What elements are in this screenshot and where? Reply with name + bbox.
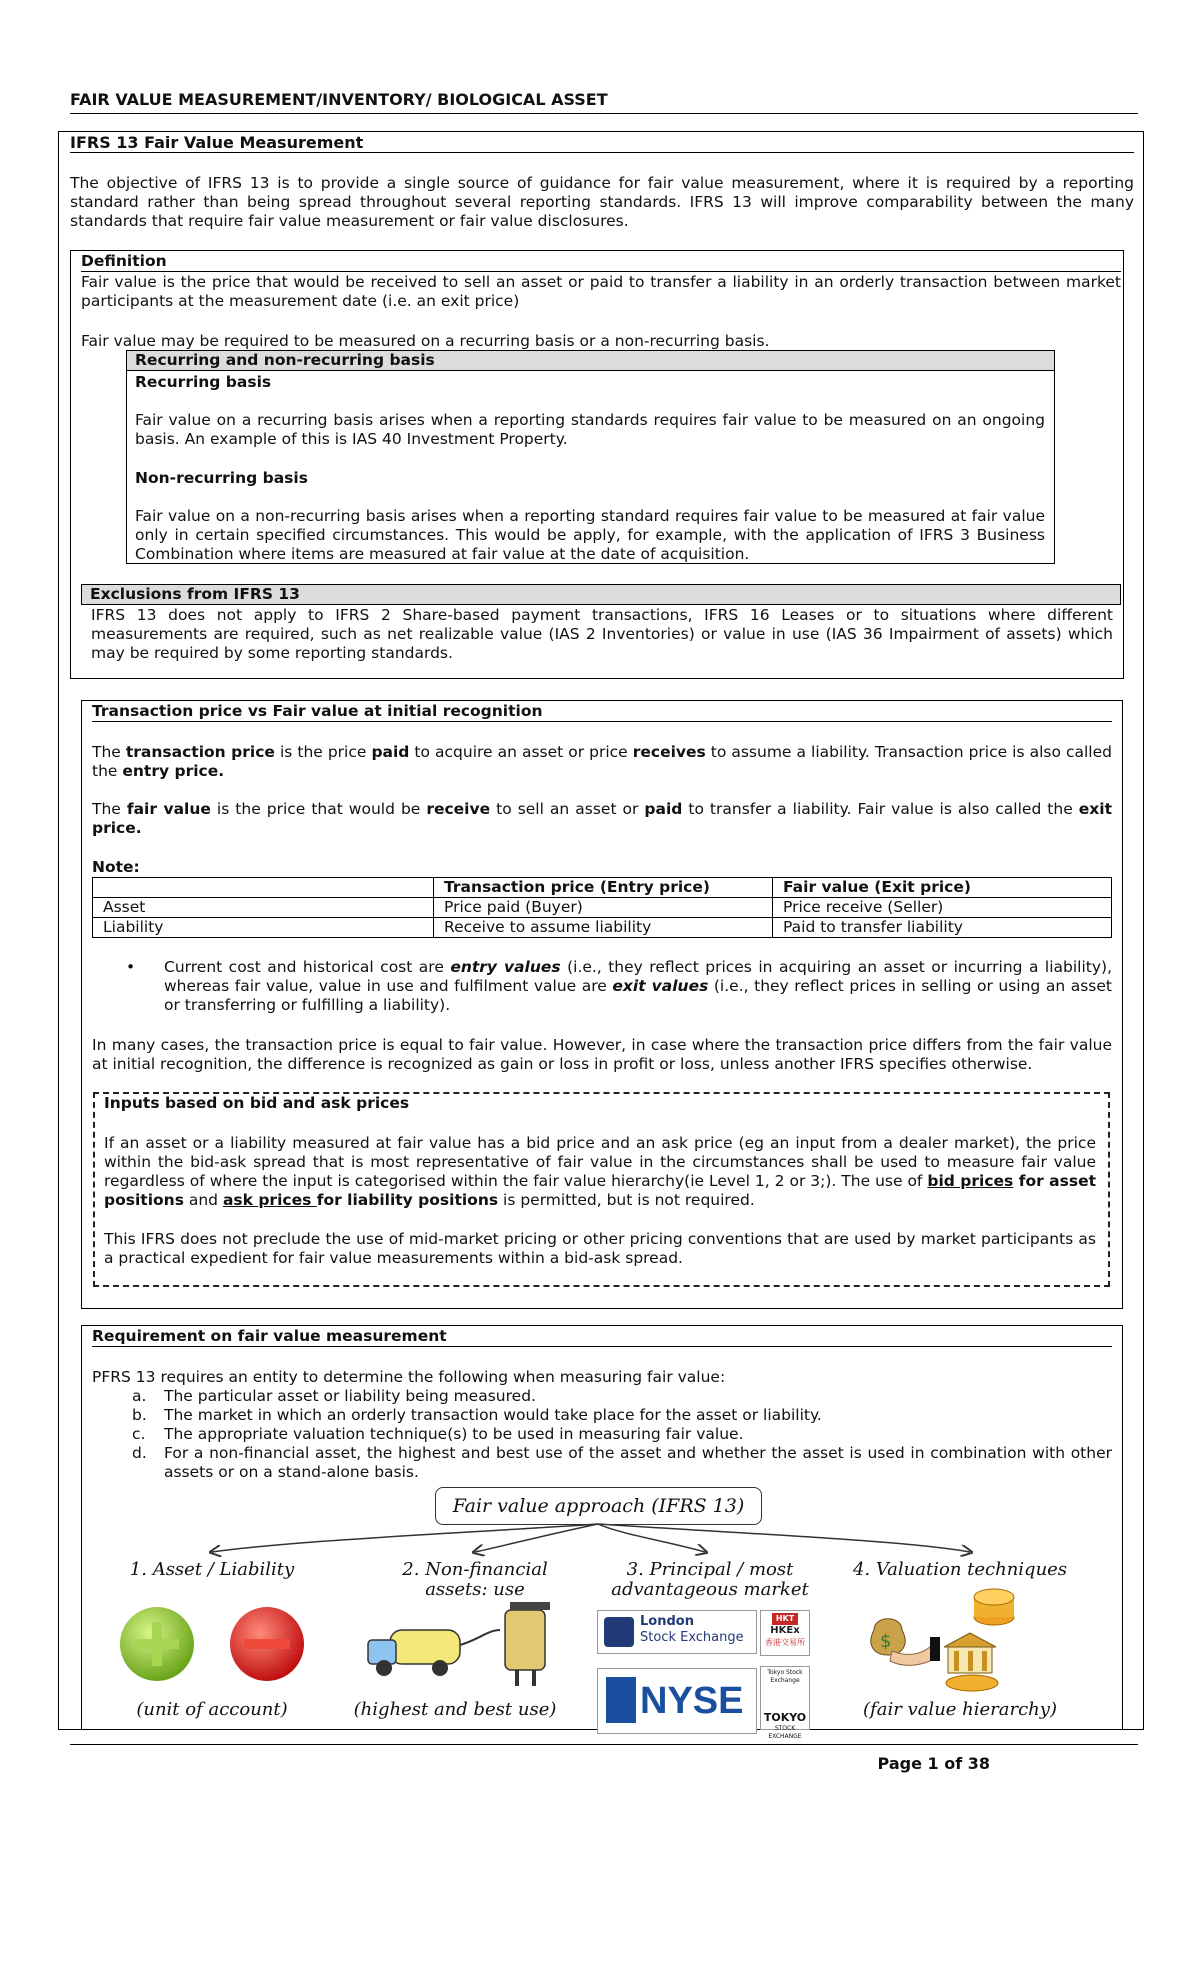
branch-3-label: 3. Principal / most [626, 1559, 794, 1580]
transaction-title: Transaction price vs Fair value at initial recognition [92, 702, 1112, 722]
branch-4-label: 4. Valuation techniques [852, 1559, 1068, 1580]
bullet-text: Current cost and historical cost are entry values (i.e., they reflect prices in acquiring an asset or incurring a liability), whereas fair value, value in use and fulfilment value are exit values (i.e., they reflect prices in selling or using an asset or transferring or fulfilling a liability). [164, 958, 1113, 1014]
recurring-box [126, 350, 1055, 564]
recurring-box-title: Recurring and non-recurring basis [127, 351, 1054, 371]
transaction-p1: The transaction price is the price paid to acquire an asset or price receives to assume a liability. Transaction price is also called the entry price. [92, 743, 1112, 780]
requirement-list [92, 1387, 1112, 1482]
table-cell: Price receive (Seller) [773, 898, 1112, 918]
valuation-icons [862, 1585, 1032, 1705]
diagram-arrows [150, 1522, 1050, 1562]
bidask-p2: This IFRS does not preclude the use of mid-market pricing or other pricing conventions that are used by market participants as a practical expedient for fair value measurements within a bid-ask spread. [104, 1230, 1096, 1267]
requirement-title: Requirement on fair value measurement [92, 1327, 1112, 1347]
ifrs13-intro: The objective of IFRS 13 is to provide a single source of guidance for fair value measurement, where it is required by a reporting standard rather than being spread throughout several reporting standards. IFRS 13 will improve comparability between the many standards that require fair value measurement or fair value disclosures. [70, 174, 1134, 230]
exclusions-title: Exclusions from IFRS 13 [81, 585, 1121, 605]
truck-tank-icons [360, 1600, 570, 1690]
recurring-heading: Recurring basis [135, 373, 272, 391]
table-cell: Liability [93, 918, 434, 938]
list-item: d. For a non-financial asset, the highest and best use of the asset and whether the asset is used in combination with other assets or on a stand-alone basis. [132, 1444, 1112, 1481]
svg-text:$: $ [880, 1631, 892, 1652]
list-item: b. The market in which an orderly transaction would take place for the asset or liability. [132, 1406, 822, 1424]
requirement-intro: PFRS 13 requires an entity to determine the following when measuring fair value: [92, 1368, 726, 1386]
arrow-4 [598, 1524, 970, 1552]
table-cell: Price paid (Buyer) [434, 898, 773, 918]
plus-icon [120, 1607, 194, 1681]
definition-text: Fair value is the price that would be received to sell an asset or paid to transfer a liability in an orderly transaction between market participants at the measurement date (i.e. an exit price) [81, 273, 1121, 310]
nyse-flag-icon [606, 1677, 636, 1723]
footer-divider [70, 1744, 1138, 1745]
branch-2-label: 2. Non-financial [402, 1559, 548, 1580]
minus-icon [230, 1607, 304, 1681]
tank-icon [505, 1602, 550, 1686]
table-header-cell [93, 878, 434, 898]
recurring-text: Fair value on a recurring basis arises when a reporting standards requires fair value to be measured on an ongoing basis. An example of this is IAS 40 Investment Property. [135, 411, 1045, 448]
truck-icon [368, 1630, 500, 1676]
london-crest-icon [604, 1617, 634, 1647]
arrow-1 [212, 1524, 598, 1552]
branch-2-caption: (highest and best use) [353, 1699, 557, 1720]
branch-3-label-2: advantageous market [611, 1579, 809, 1600]
table-cell: Paid to transfer liability [773, 918, 1112, 938]
table-header-cell: Fair value (Exit price) [773, 878, 1112, 898]
bidask-p1: If an asset or a liability measured at fair value has a bid price and an ask price (eg an input from a dealer market), the price within the bid-ask spread that is most representative of fair value in the circumstances shall be used to measure fair value regardless of where the input is categorised within the fair value hierarchy(ie Level 1, 2 or 3;). The use of bid prices for asset positions and ask prices for liability positions is permitted, but is not required. [104, 1134, 1097, 1209]
transaction-p3: In many cases, the transaction price is equal to fair value. However, in case where the transaction price differs from the fair value at initial recognition, the difference is recognized as gain or loss in profit or loss, unless another IFRS specifies otherwise. [92, 1036, 1112, 1073]
table-cell: Asset [93, 898, 434, 918]
page-number: Page 1 of 38 [877, 1754, 990, 1773]
document-header: FAIR VALUE MEASUREMENT/INVENTORY/ BIOLOGICAL ASSET [70, 90, 1138, 114]
bidask-title: Inputs based on bid and ask prices [104, 1094, 410, 1112]
definition-text-2: Fair value may be required to be measured on a recurring basis or a non-recurring basis. [81, 332, 770, 350]
divider-bar [930, 1637, 940, 1661]
exclusions-box [81, 584, 1121, 677]
branch-2-label-2: assets: use [425, 1579, 525, 1600]
table-header-cell: Transaction price (Entry price) [434, 878, 773, 898]
definition-title: Definition [81, 252, 1121, 272]
note-label: Note: [92, 858, 140, 876]
branch-1-caption: (unit of account) [136, 1699, 288, 1720]
section-title-ifrs13: IFRS 13 Fair Value Measurement [70, 133, 1134, 153]
diagram-root: Fair value approach (IFRS 13) [435, 1487, 762, 1525]
transaction-p2: The fair value is the price that would be receive to sell an asset or paid to transfer a liability. Fair value is also called the exit price. [92, 800, 1112, 837]
coins-icon [974, 1589, 1014, 1625]
tokyo-logo: Tokyo Stock Exchange TOKYO STOCK EXCHANGE [760, 1666, 810, 1730]
plus-minus-icons [115, 1604, 310, 1684]
list-item: c. The appropriate valuation technique(s) to be used in measuring fair value. [132, 1425, 744, 1443]
table-row [93, 918, 1112, 938]
nyse-logo: NYSE [597, 1668, 757, 1734]
branch-4-caption: (fair value hierarchy) [863, 1699, 1057, 1720]
hkex-logo: HKT HKEx 香港交易所 [760, 1610, 810, 1656]
note-table [92, 877, 1112, 938]
arrow-3 [598, 1524, 705, 1552]
bank-icon [944, 1633, 998, 1691]
branch-1-label: 1. Asset / Liability [129, 1559, 295, 1580]
nonrecurring-text: Fair value on a non-recurring basis arises when a reporting standard requires fair value to be measured at fair value only in certain specified circumstances. This would be apply, for example, with the application of IFRS 3 Business Combination where items are measured at fair value at the date of acquisition. [135, 507, 1045, 563]
exclusions-text: IFRS 13 does not apply to IFRS 2 Share-based payment transactions, IFRS 16 Leases or to situations where different measurements are required, such as net realizable value (IAS 2 Inventories) or value in use (IAS 36 Impairment of assets) which may be required by some reporting standards. [91, 606, 1113, 662]
bullet-icon: • [126, 958, 136, 976]
table-row [93, 878, 1112, 898]
table-cell: Receive to assume liability [434, 918, 773, 938]
table-row [93, 898, 1112, 918]
money-bag-icon [871, 1619, 905, 1655]
list-item: a. The particular asset or liability being measured. [132, 1387, 536, 1405]
nonrecurring-heading: Non-recurring basis [135, 469, 308, 487]
london-logo: London Stock Exchange [597, 1610, 757, 1654]
